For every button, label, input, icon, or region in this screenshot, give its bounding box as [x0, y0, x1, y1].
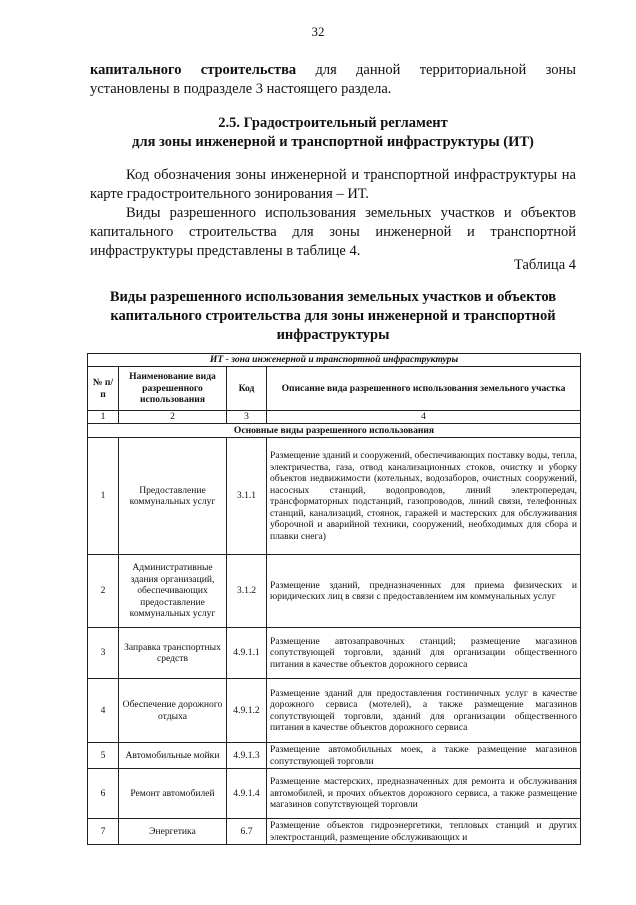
col-index: 1	[88, 411, 119, 424]
col-index: 3	[227, 411, 267, 424]
intro-line-2: установлены в подразделе 3 настоящего раздела.	[90, 81, 392, 97]
col-number-header: № п/п	[88, 367, 119, 411]
row-description: Размещение зданий для предоставления гостиничных услуг в качестве дорожного сервиса (мотелей), а также размещение магазинов сопутствующей торговли, зданий для организации общественного питания в качестве объектов дорожного сервиса	[267, 679, 581, 743]
section-label: Основные виды разрешенного использования	[88, 424, 581, 438]
row-name: Предоставление коммунальных услуг	[119, 438, 227, 555]
row-code: 6.7	[227, 819, 267, 845]
intro-text: для данной территориальной зоны	[315, 62, 576, 78]
row-number: 1	[88, 438, 119, 555]
table-row	[88, 555, 581, 628]
row-description: Размещение зданий и сооружений, обеспечивающих поставку воды, тепла, электричества, газа, отвод канализационных стоков, очистку и уборку объектов недвижимости (котельных, водозаборов, очистных сооружений, насосных станций, водопроводов, линий электропередач, трансформаторных подстанций, газопроводов, линий связи, телефонных станций, канализаций, стоянок, гаражей и мастерских для обслуживания уборочной и аварийной техники, сооружений, необходимых для сбора и плавки снега)	[267, 438, 581, 555]
col-name-header: Наименование вида разрешенного использования	[119, 367, 227, 411]
table-row	[88, 769, 581, 819]
row-code: 4.9.1.3	[227, 743, 267, 769]
row-description: Размещение зданий, предназначенных для приема физических и юридических лиц в связи с предоставлением им коммунальных услуг	[267, 555, 581, 628]
row-description: Размещение мастерских, предназначенных для ремонта и обслуживания автомобилей, и прочих объектов дорожного сервиса, а также размещение магазинов сопутствующей торговли	[267, 769, 581, 819]
section-heading-line-1: 2.5. Градостроительный регламент	[218, 115, 448, 131]
table-row	[88, 819, 581, 845]
row-code: 4.9.1.4	[227, 769, 267, 819]
row-number: 4	[88, 679, 119, 743]
row-number: 7	[88, 819, 119, 845]
row-name: Энергетика	[119, 819, 227, 845]
col-description-header: Описание вида разрешенного использования земельного участка	[267, 367, 581, 411]
zone-header: ИТ - зона инженерной и транспортной инфраструктуры	[88, 354, 581, 367]
row-code: 3.1.1	[227, 438, 267, 555]
table-row	[88, 679, 581, 743]
row-number: 6	[88, 769, 119, 819]
row-name: Заправка транспортных средств	[119, 628, 227, 679]
table-row	[88, 628, 581, 679]
row-description: Размещение объектов гидроэнергетики, тепловых станций и других электростанций, размещение обслуживающих и	[267, 819, 581, 845]
intro-bold-text: капитального строительства	[90, 62, 297, 78]
table-row	[88, 438, 581, 555]
section-heading-line-2: для зоны инженерной и транспортной инфраструктуры (ИТ)	[132, 134, 534, 150]
land-use-table	[87, 353, 581, 845]
row-code: 4.9.1.2	[227, 679, 267, 743]
col-index: 2	[119, 411, 227, 424]
row-number: 3	[88, 628, 119, 679]
row-name: Административные здания организаций, обеспечивающих предоставление коммунальных услуг	[119, 555, 227, 628]
intro-line-1	[90, 61, 576, 80]
row-code: 3.1.2	[227, 555, 267, 628]
zone-code-paragraph: Код обозначения зоны инженерной и транспортной инфраструктуры на карте градостроительного зонирования – ИТ.	[90, 167, 576, 202]
col-code-header: Код	[227, 367, 267, 411]
row-description: Размещение автозаправочных станций; размещение магазинов сопутствующей торговли, зданий для организации общественного питания в качестве объектов дорожного сервиса	[267, 628, 581, 679]
col-index: 4	[267, 411, 581, 424]
row-description: Размещение автомобильных моек, а также размещение магазинов сопутствующей торговли	[267, 743, 581, 769]
table-row	[88, 743, 581, 769]
row-number: 2	[88, 555, 119, 628]
row-code: 4.9.1.1	[227, 628, 267, 679]
table-caption: Таблица 4	[513, 257, 576, 273]
row-number: 5	[88, 743, 119, 769]
table-reference-paragraph: Виды разрешенного использования земельных участков и объектов капитального строительства для зоны инженерной и транспортной инфраструктуры представлены в таблице 4.	[90, 205, 576, 259]
row-name: Ремонт автомобилей	[119, 769, 227, 819]
row-name: Автомобильные мойки	[119, 743, 227, 769]
table-title: Виды разрешенного использования земельных участков и объектов капитального строительства для зоны инженерной и транспортной инфраструктуры	[109, 289, 557, 343]
row-name: Обеспечение дорожного отдыха	[119, 679, 227, 743]
page-number: 32	[311, 24, 325, 39]
